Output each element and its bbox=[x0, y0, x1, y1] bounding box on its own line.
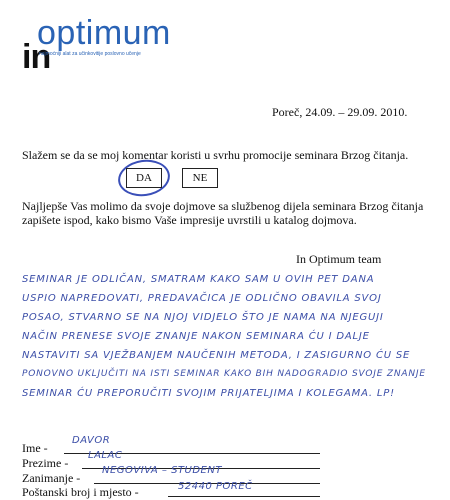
zanimanje-label: Zanimanje - bbox=[22, 471, 81, 485]
handwritten-comment bbox=[22, 270, 442, 403]
ime-value: DAVOR bbox=[72, 435, 111, 446]
no-checkbox[interactable]: NE bbox=[182, 168, 218, 188]
prezime-value: LALAC bbox=[88, 450, 123, 461]
in-optimum-logo bbox=[22, 16, 222, 78]
place-date: Poreč, 24.09. – 29.09. 2010. bbox=[272, 105, 408, 119]
comment-line: NASTAVITI SA VJEŽBANJEM NAUČENIH METODA, I ZASIGURNO ĆU SE bbox=[22, 350, 411, 361]
logo-prefix: in bbox=[22, 38, 51, 76]
postanski-label: Poštanski broj i mjesto - bbox=[22, 485, 139, 499]
postanski-value: 52440 POREČ bbox=[178, 481, 253, 492]
comment-line: SEMINAR JE ODLIČAN, SMATRAM KAKO SAM U OVIH PET DANA bbox=[22, 274, 375, 285]
postanski-field[interactable] bbox=[22, 481, 253, 500]
zanimanje-field[interactable] bbox=[22, 465, 222, 486]
logo-word: optimum bbox=[37, 14, 171, 52]
ime-field[interactable] bbox=[22, 435, 111, 456]
yes-checkbox[interactable]: DA bbox=[126, 168, 162, 188]
prezime-field[interactable] bbox=[22, 450, 123, 471]
zanimanje-value: NEGOVIVA – STUDENT bbox=[102, 465, 222, 476]
comment-line: POSAO, STVARNO SE NA NJOJ VIDJELO ŠTO JE NAMA NA NJEGUJI bbox=[22, 312, 384, 323]
team-signature: In Optimum team bbox=[296, 252, 382, 266]
postanski-line bbox=[168, 496, 320, 497]
comment-line: SEMINAR ĆU PREPORUČITI SVOJIM PRIJATELJIMA I KOLEGAMA. LP! bbox=[22, 388, 395, 399]
impressions-request: Najljepše Vas molimo da svoje dojmove sa službenog dijela seminara Brzog čitanja zapišete ispod, kako bismo Vaše impresije uvrstili u katalog dojmova. bbox=[22, 199, 424, 227]
comment-line: NAČIN PRENESE SVOJE ZNANJE NAKON SEMINARA ĆU I DALJE bbox=[22, 331, 370, 342]
prezime-label: Prezime - bbox=[22, 456, 69, 470]
comment-line: PONOVNO UKLJUČITI NA ISTI SEMINAR KAKO BIH NADOGRADIO SVOJE ZNANJE bbox=[22, 369, 426, 379]
logo-tagline: najmoćniji alat za učinkovitije poslovno učenje bbox=[39, 51, 141, 57]
comment-line: USPIO NAPREDOVATI, PREDAVAČICA JE ODLIČNO OBAVILA SVOJ bbox=[22, 293, 382, 304]
consent-statement: Slažem se da se moj komentar koristi u svrhu promocije seminara Brzog čitanja. bbox=[22, 148, 409, 162]
ime-label: Ime - bbox=[22, 441, 48, 455]
